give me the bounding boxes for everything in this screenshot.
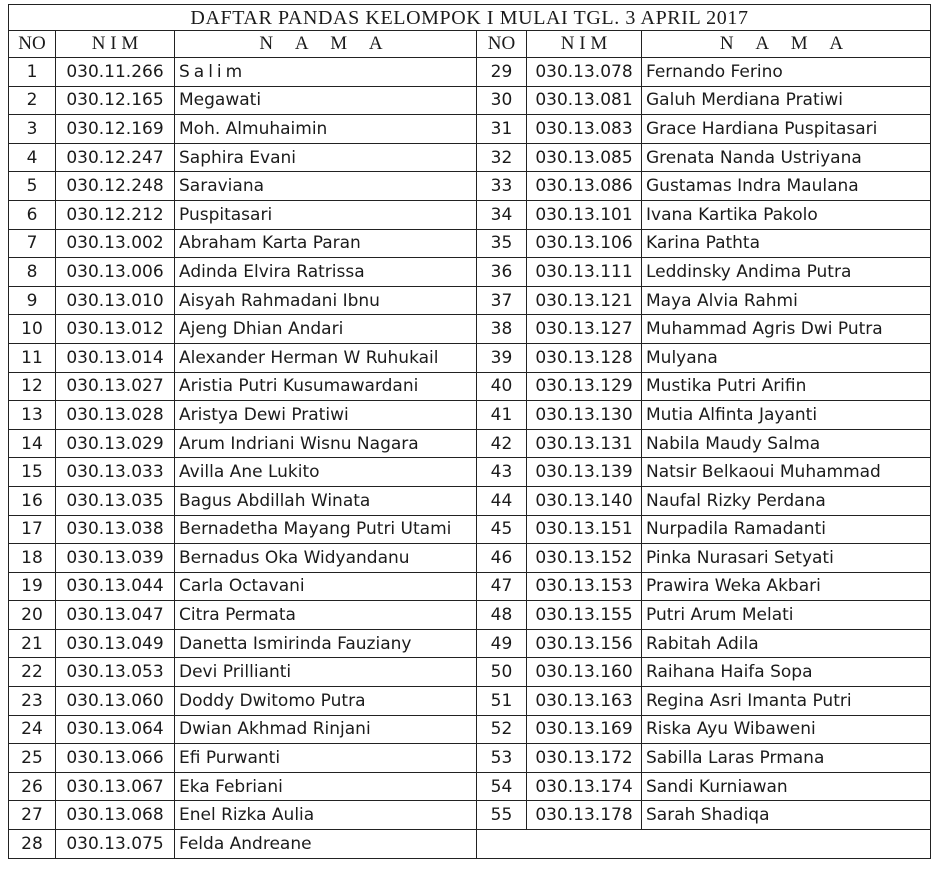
table-row [9,830,931,859]
row-number: 55 [477,801,527,830]
student-nim: 030.12.248 [56,172,175,201]
student-nim: 030.13.044 [56,572,175,601]
student-name: Putri Arum Melati [642,601,931,630]
row-number: 47 [477,572,527,601]
student-nim: 030.13.081 [527,86,642,115]
row-number: 6 [9,200,56,229]
student-nim: 030.13.121 [527,286,642,315]
row-number: 39 [477,343,527,372]
row-number: 31 [477,115,527,144]
student-name: Moh. Almuhaimin [175,115,477,144]
student-nim: 030.13.128 [527,343,642,372]
row-number: 50 [477,658,527,687]
row-number: 27 [9,801,56,830]
student-nim: 030.13.002 [56,229,175,258]
student-nim: 030.13.151 [527,515,642,544]
table-row [9,86,931,115]
student-nim: 030.13.014 [56,343,175,372]
student-nim: 030.13.130 [527,401,642,430]
student-nim: 030.13.111 [527,258,642,287]
student-name: Dwian Akhmad Rinjani [175,715,477,744]
student-name: Doddy Dwitomo Putra [175,687,477,716]
student-nim: 030.12.169 [56,115,175,144]
student-nim: 030.13.152 [527,544,642,573]
student-name: Megawati [175,86,477,115]
row-number: 37 [477,286,527,315]
row-number: 26 [9,772,56,801]
table-row [9,544,931,573]
row-number: 33 [477,172,527,201]
row-number: 36 [477,258,527,287]
row-number: 16 [9,486,56,515]
student-nim: 030.13.010 [56,286,175,315]
row-number: 2 [9,86,56,115]
student-nim: 030.13.129 [527,372,642,401]
header-nama-left: N A M A [175,31,477,58]
table-row [9,486,931,515]
row-number: 42 [477,429,527,458]
student-name: Adinda Elvira Ratrissa [175,258,477,287]
student-name: Saphira Evani [175,143,477,172]
header-nim-right: N I M [527,31,642,58]
row-number: 20 [9,601,56,630]
student-nim: 030.13.033 [56,458,175,487]
student-nim: 030.13.039 [56,544,175,573]
row-number: 45 [477,515,527,544]
student-name: Riska Ayu Wibaweni [642,715,931,744]
row-number: 8 [9,258,56,287]
table-row [9,315,931,344]
table-row [9,229,931,258]
table-row [9,429,931,458]
student-nim: 030.13.160 [527,658,642,687]
table-row [9,715,931,744]
student-name: Bagus Abdillah Winata [175,486,477,515]
row-number: 14 [9,429,56,458]
student-nim: 030.13.049 [56,629,175,658]
student-name: Galuh Merdiana Pratiwi [642,86,931,115]
student-name: Aristya Dewi Pratiwi [175,401,477,430]
table-row [9,58,931,87]
row-number: 49 [477,629,527,658]
student-name: Naufal Rizky Perdana [642,486,931,515]
student-nim: 030.13.139 [527,458,642,487]
header-nama-right: N A M A [642,31,931,58]
table-row [9,801,931,830]
row-number: 15 [9,458,56,487]
student-name: Sabilla Laras Prmana [642,744,931,773]
student-name: Nabila Maudy Salma [642,429,931,458]
student-nim: 030.13.178 [527,801,642,830]
student-nim: 030.13.006 [56,258,175,287]
student-nim: 030.13.064 [56,715,175,744]
row-number: 52 [477,715,527,744]
student-nim: 030.13.075 [56,830,175,859]
table-row [9,515,931,544]
table-row [9,172,931,201]
header-no-right: NO [477,31,527,58]
row-number: 54 [477,772,527,801]
student-nim: 030.13.140 [527,486,642,515]
row-number: 23 [9,687,56,716]
row-number: 28 [9,830,56,859]
student-nim: 030.13.060 [56,687,175,716]
student-name: Muhammad Agris Dwi Putra [642,315,931,344]
student-nim: 030.13.068 [56,801,175,830]
row-number: 17 [9,515,56,544]
student-nim: 030.13.029 [56,429,175,458]
student-nim: 030.13.028 [56,401,175,430]
title-row [9,5,931,31]
table-row [9,658,931,687]
student-nim: 030.12.165 [56,86,175,115]
student-nim: 030.11.266 [56,58,175,87]
student-nim: 030.13.012 [56,315,175,344]
student-name: Alexander Herman W Ruhukail [175,343,477,372]
student-nim: 030.13.131 [527,429,642,458]
student-name: Pinka Nurasari Setyati [642,544,931,573]
student-nim: 030.13.027 [56,372,175,401]
student-nim: 030.13.169 [527,715,642,744]
row-number: 35 [477,229,527,258]
table-row [9,629,931,658]
row-number: 25 [9,744,56,773]
table-row [9,143,931,172]
student-name: Grenata Nanda Ustriyana [642,143,931,172]
student-name: Aisyah Rahmadani Ibnu [175,286,477,315]
row-number: 5 [9,172,56,201]
participant-table [8,4,931,859]
student-name: Carla Octavani [175,572,477,601]
student-name: Devi Prillianti [175,658,477,687]
student-nim: 030.13.047 [56,601,175,630]
row-number: 48 [477,601,527,630]
row-number: 18 [9,544,56,573]
student-name: Maya Alvia Rahmi [642,286,931,315]
student-nim: 030.13.174 [527,772,642,801]
row-number: 21 [9,629,56,658]
student-nim: 030.13.053 [56,658,175,687]
row-number: 29 [477,58,527,87]
row-number: 10 [9,315,56,344]
row-number: 41 [477,401,527,430]
student-name: Sandi Kurniawan [642,772,931,801]
row-number: 43 [477,458,527,487]
student-nim: 030.13.035 [56,486,175,515]
student-name: Saraviana [175,172,477,201]
student-nim: 030.12.212 [56,200,175,229]
row-number: 3 [9,115,56,144]
row-number: 19 [9,572,56,601]
student-nim: 030.13.038 [56,515,175,544]
student-nim: 030.13.083 [527,115,642,144]
empty-cell [477,830,931,859]
student-name: Abraham Karta Paran [175,229,477,258]
table-row [9,401,931,430]
row-number: 46 [477,544,527,573]
student-nim: 030.13.172 [527,744,642,773]
student-nim: 030.13.078 [527,58,642,87]
table-row [9,572,931,601]
table-row [9,115,931,144]
student-name: Natsir Belkaoui Muhammad [642,458,931,487]
table-row [9,601,931,630]
student-name: Eka Febriani [175,772,477,801]
row-number: 4 [9,143,56,172]
student-name: Bernadus Oka Widyandanu [175,544,477,573]
student-name: Felda Andreane [175,830,477,859]
row-number: 53 [477,744,527,773]
row-number: 38 [477,315,527,344]
student-name: Ivana Kartika Pakolo [642,200,931,229]
student-name: Gustamas Indra Maulana [642,172,931,201]
table-row [9,687,931,716]
row-number: 12 [9,372,56,401]
student-name: Danetta Ismirinda Fauziany [175,629,477,658]
student-nim: 030.13.153 [527,572,642,601]
row-number: 9 [9,286,56,315]
row-number: 24 [9,715,56,744]
table-row [9,258,931,287]
student-name: Avilla Ane Lukito [175,458,477,487]
student-name: Arum Indriani Wisnu Nagara [175,429,477,458]
row-number: 30 [477,86,527,115]
header-no-left: NO [9,31,56,58]
row-number: 22 [9,658,56,687]
header-nim-left: N I M [56,31,175,58]
row-number: 32 [477,143,527,172]
row-number: 44 [477,486,527,515]
student-name: Sarah Shadiqa [642,801,931,830]
student-name: Aristia Putri Kusumawardani [175,372,477,401]
student-name: Fernando Ferino [642,58,931,87]
table-row [9,772,931,801]
table-row [9,286,931,315]
row-number: 13 [9,401,56,430]
student-nim: 030.13.085 [527,143,642,172]
student-name: Mustika Putri Arifin [642,372,931,401]
student-nim: 030.13.067 [56,772,175,801]
row-number: 1 [9,58,56,87]
student-name: Grace Hardiana Puspitasari [642,115,931,144]
student-nim: 030.13.101 [527,200,642,229]
header-row [9,31,931,58]
student-nim: 030.12.247 [56,143,175,172]
table-row [9,458,931,487]
student-nim: 030.13.163 [527,687,642,716]
student-name: Raihana Haifa Sopa [642,658,931,687]
row-number: 11 [9,343,56,372]
row-number: 7 [9,229,56,258]
student-name: Ajeng Dhian Andari [175,315,477,344]
student-name: Bernadetha Mayang Putri Utami [175,515,477,544]
row-number: 34 [477,200,527,229]
student-nim: 030.13.066 [56,744,175,773]
table-row [9,744,931,773]
student-name: Prawira Weka Akbari [642,572,931,601]
student-name: Enel Rizka Aulia [175,801,477,830]
row-number: 40 [477,372,527,401]
student-name: Leddinsky Andima Putra [642,258,931,287]
row-number: 51 [477,687,527,716]
student-name: Salim [175,58,477,87]
student-name: Efi Purwanti [175,744,477,773]
student-name: Karina Pathta [642,229,931,258]
student-nim: 030.13.086 [527,172,642,201]
student-nim: 030.13.127 [527,315,642,344]
student-nim: 030.13.155 [527,601,642,630]
student-name: Regina Asri Imanta Putri [642,687,931,716]
document-title: DAFTAR PANDAS KELOMPOK I MULAI TGL. 3 APRIL 2017 [9,5,931,31]
student-name: Mulyana [642,343,931,372]
student-nim: 030.13.156 [527,629,642,658]
table-row [9,200,931,229]
table-row [9,343,931,372]
table-row [9,372,931,401]
student-name: Rabitah Adila [642,629,931,658]
student-name: Puspitasari [175,200,477,229]
student-name: Mutia Alfinta Jayanti [642,401,931,430]
student-name: Citra Permata [175,601,477,630]
student-nim: 030.13.106 [527,229,642,258]
student-name: Nurpadila Ramadanti [642,515,931,544]
